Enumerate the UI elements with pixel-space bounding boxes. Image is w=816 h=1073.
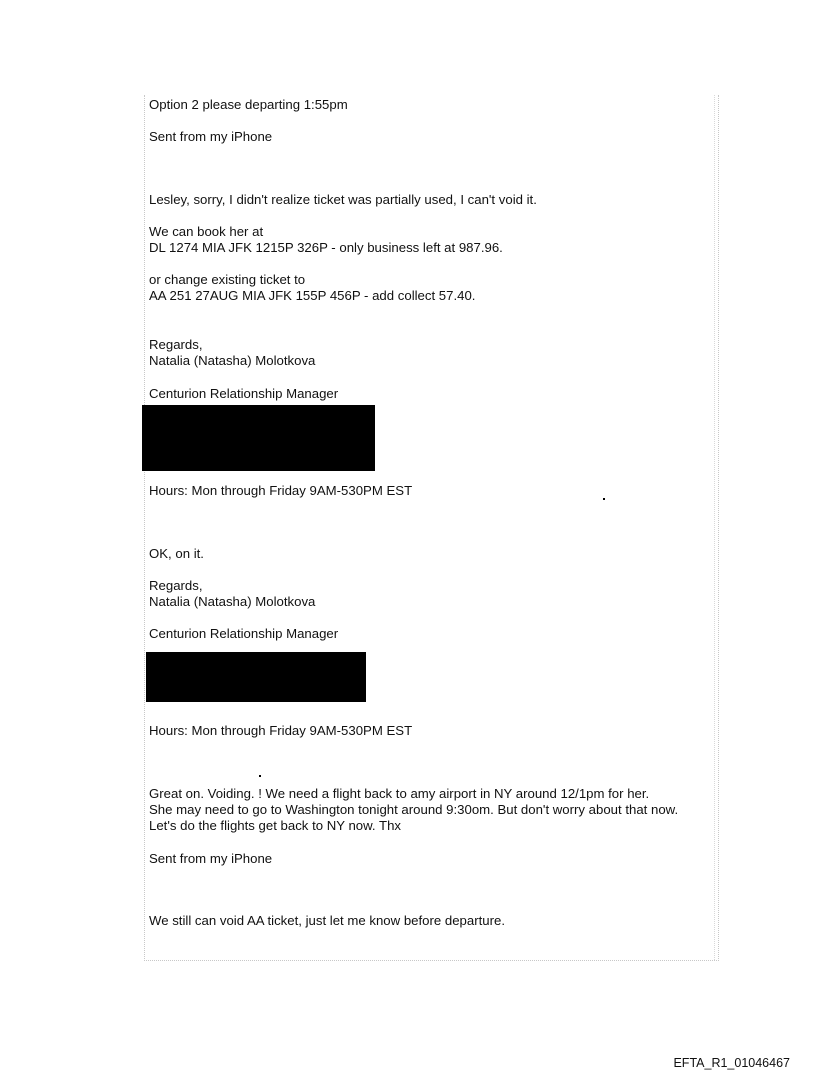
message-text: We still can void AA ticket, just let me know before departure.: [149, 913, 505, 928]
signature-text: Sent from my iPhone: [149, 129, 273, 144]
signature-title: Centurion Relationship Manager: [149, 386, 339, 401]
flight-option-text: DL 1274 MIA JFK 1215P 326P - only business left at 987.96.: [149, 240, 503, 255]
message-text: OK, on it.: [149, 546, 204, 561]
message-text: Great on. Voiding. ! We need a flight back to amy airport in NY around 12/1pm for her.: [149, 786, 650, 801]
message-text: or change existing ticket to: [149, 272, 306, 287]
signature-text: Sent from my iPhone: [149, 851, 273, 866]
signature-regards: Regards,: [149, 337, 203, 352]
signature-name: Natalia (Natasha) Molotkova: [149, 594, 316, 609]
signature-regards: Regards,: [149, 578, 203, 593]
signature-hours: Hours: Mon through Friday 9AM-530PM EST: [149, 723, 413, 738]
message-text: Let's do the flights get back to NY now. Thx: [149, 818, 402, 833]
message-text: Lesley, sorry, I didn't realize ticket was partially used, I can't void it.: [149, 192, 537, 207]
redaction-block: [146, 652, 366, 702]
signature-name: Natalia (Natasha) Molotkova: [149, 353, 316, 368]
message-text: We can book her at: [149, 224, 264, 239]
stray-dot: [603, 498, 605, 500]
signature-hours: Hours: Mon through Friday 9AM-530PM EST: [149, 483, 413, 498]
signature-title: Centurion Relationship Manager: [149, 626, 339, 641]
message-text: Option 2 please departing 1:55pm: [149, 97, 348, 112]
message-text: She may need to go to Washington tonight around 9:30om. But don't worry about that now.: [149, 802, 679, 817]
redaction-block: [142, 405, 375, 471]
flight-option-text: AA 251 27AUG MIA JFK 155P 456P - add collect 57.40.: [149, 288, 476, 303]
document-id: EFTA_R1_01046467: [673, 1056, 790, 1070]
stray-dot: [259, 775, 261, 777]
